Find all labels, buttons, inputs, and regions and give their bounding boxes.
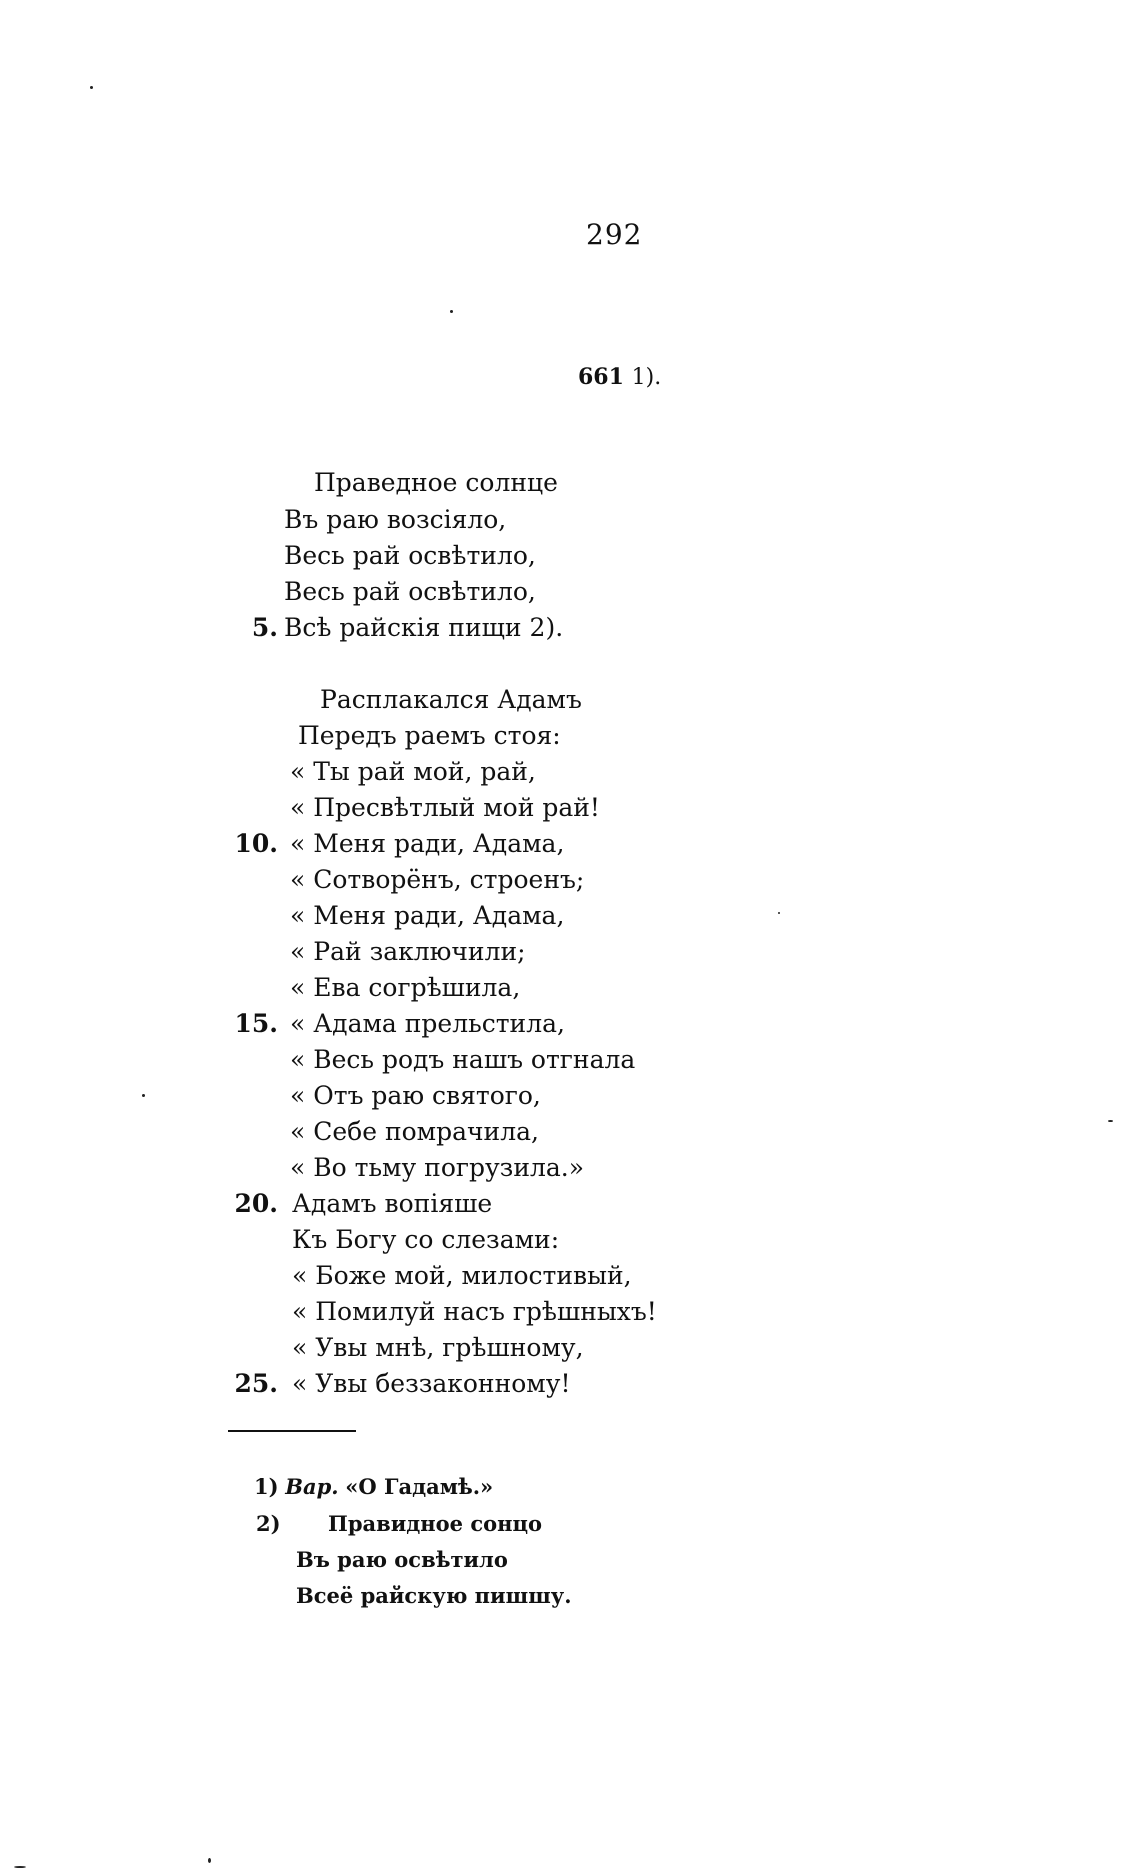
- poem-line-text: « Меня ради, Адама,: [290, 901, 565, 930]
- page-number: 292: [586, 218, 643, 251]
- poem-line-note: 2).: [529, 613, 564, 642]
- poem-line: [290, 1047, 635, 1072]
- poem-line: [292, 1335, 584, 1360]
- poem-line-text: « Рай заключили;: [290, 937, 526, 966]
- poem-line-text: « Весь родъ нашъ отгнала: [290, 1045, 636, 1074]
- line-number: 5.: [251, 613, 278, 642]
- poem-line: [292, 1263, 632, 1288]
- poem-line: [290, 831, 564, 856]
- line-number: 25.: [234, 1369, 278, 1398]
- footnote-2-mark: 2): [256, 1511, 281, 1536]
- poem-line: [284, 543, 536, 568]
- poem-line: [292, 1227, 559, 1252]
- poem-line-text: « Адама прельстила,: [290, 1009, 565, 1038]
- scan-speck: [778, 912, 780, 914]
- footnote-2-line: Въ раю освѣтило: [296, 1547, 508, 1572]
- poem-line: [290, 903, 564, 928]
- poem-line-text: « Ты рай мой, рай,: [290, 757, 536, 786]
- poem-line: [290, 939, 526, 964]
- poem-line: [290, 795, 600, 820]
- poem-line-text: « Ева согрѣшила,: [290, 973, 521, 1002]
- poem-line-text: « Пресвѣтлый мой рай!: [290, 793, 600, 822]
- poem-line-text: « Помилуй насъ грѣшныхъ!: [292, 1297, 657, 1326]
- poem-line-text: Весь рай освѣтило,: [284, 577, 536, 606]
- scan-speck: [208, 1858, 211, 1863]
- scan-speck: [1108, 1120, 1113, 1122]
- poem-line: [290, 1011, 565, 1036]
- footnote-1-mark: 1): [254, 1474, 279, 1499]
- scan-speck: [142, 1094, 145, 1097]
- line-number: 10.: [234, 829, 278, 858]
- poem-line-text: « Во тьму погрузила.»: [290, 1153, 585, 1182]
- poem-line: [320, 687, 582, 712]
- poem-line-text: « Увы беззаконному!: [292, 1369, 571, 1398]
- footnote-divider: [228, 1430, 356, 1432]
- poem-line: [290, 867, 584, 892]
- footnote-1-text: «О Гадамѣ.»: [345, 1474, 494, 1499]
- scan-speck: [90, 86, 93, 89]
- footnote-1-abbr: Вар.: [285, 1474, 339, 1499]
- poem-line: [314, 470, 558, 495]
- poem-line-text: Передъ раемъ стоя:: [298, 721, 561, 750]
- poem-line: [290, 759, 536, 784]
- poem-line-text: Праведное солнце: [314, 468, 558, 497]
- poem-line-text: « Меня ради, Адама,: [290, 829, 565, 858]
- footnote-1: [254, 1476, 493, 1498]
- scan-speck: [450, 310, 453, 313]
- poem-line: [298, 723, 561, 748]
- poem-line-text: Расплакался Адамъ: [320, 685, 582, 714]
- line-number: 20.: [234, 1189, 278, 1218]
- poem-line-text: Къ Богу со слезами:: [292, 1225, 560, 1254]
- line-number: 15.: [234, 1009, 278, 1038]
- poem-line: [290, 1155, 584, 1180]
- poem-line-text: « Себе помрачила,: [290, 1117, 539, 1146]
- poem-line: [284, 507, 506, 532]
- poem-line: [290, 1119, 539, 1144]
- poem-line-text: « Сотворёнъ, строенъ;: [290, 865, 585, 894]
- poem-line: [290, 1083, 541, 1108]
- poem-line: [284, 615, 563, 640]
- poem-line: [290, 975, 520, 1000]
- poem-line-text: Весь рай освѣтило,: [284, 541, 536, 570]
- poem-line-text: Въ раю возсіяло,: [284, 505, 507, 534]
- footnote-2-line: Всеё райскую пишшу.: [296, 1583, 572, 1608]
- poem-number-value: 661: [578, 364, 624, 390]
- poem-line-text: « Увы мнѣ, грѣшному,: [292, 1333, 584, 1362]
- poem-line-text: « Отъ раю святого,: [290, 1081, 541, 1110]
- poem-number-note: 1).: [631, 365, 662, 390]
- poem-number: [578, 364, 661, 390]
- poem-line-text: Адамъ вопіяше: [292, 1189, 493, 1218]
- poem-line: [292, 1299, 657, 1324]
- poem-line: [284, 579, 536, 604]
- scan-speck: [14, 1866, 26, 1868]
- poem-line-text: Всѣ райскія пищи: [284, 613, 522, 642]
- poem-line-text: « Боже мой, милостивый,: [292, 1261, 632, 1290]
- poem-line: [292, 1371, 571, 1396]
- poem-line: [292, 1191, 492, 1216]
- footnote-2-line: Правидное сонцо: [328, 1511, 543, 1536]
